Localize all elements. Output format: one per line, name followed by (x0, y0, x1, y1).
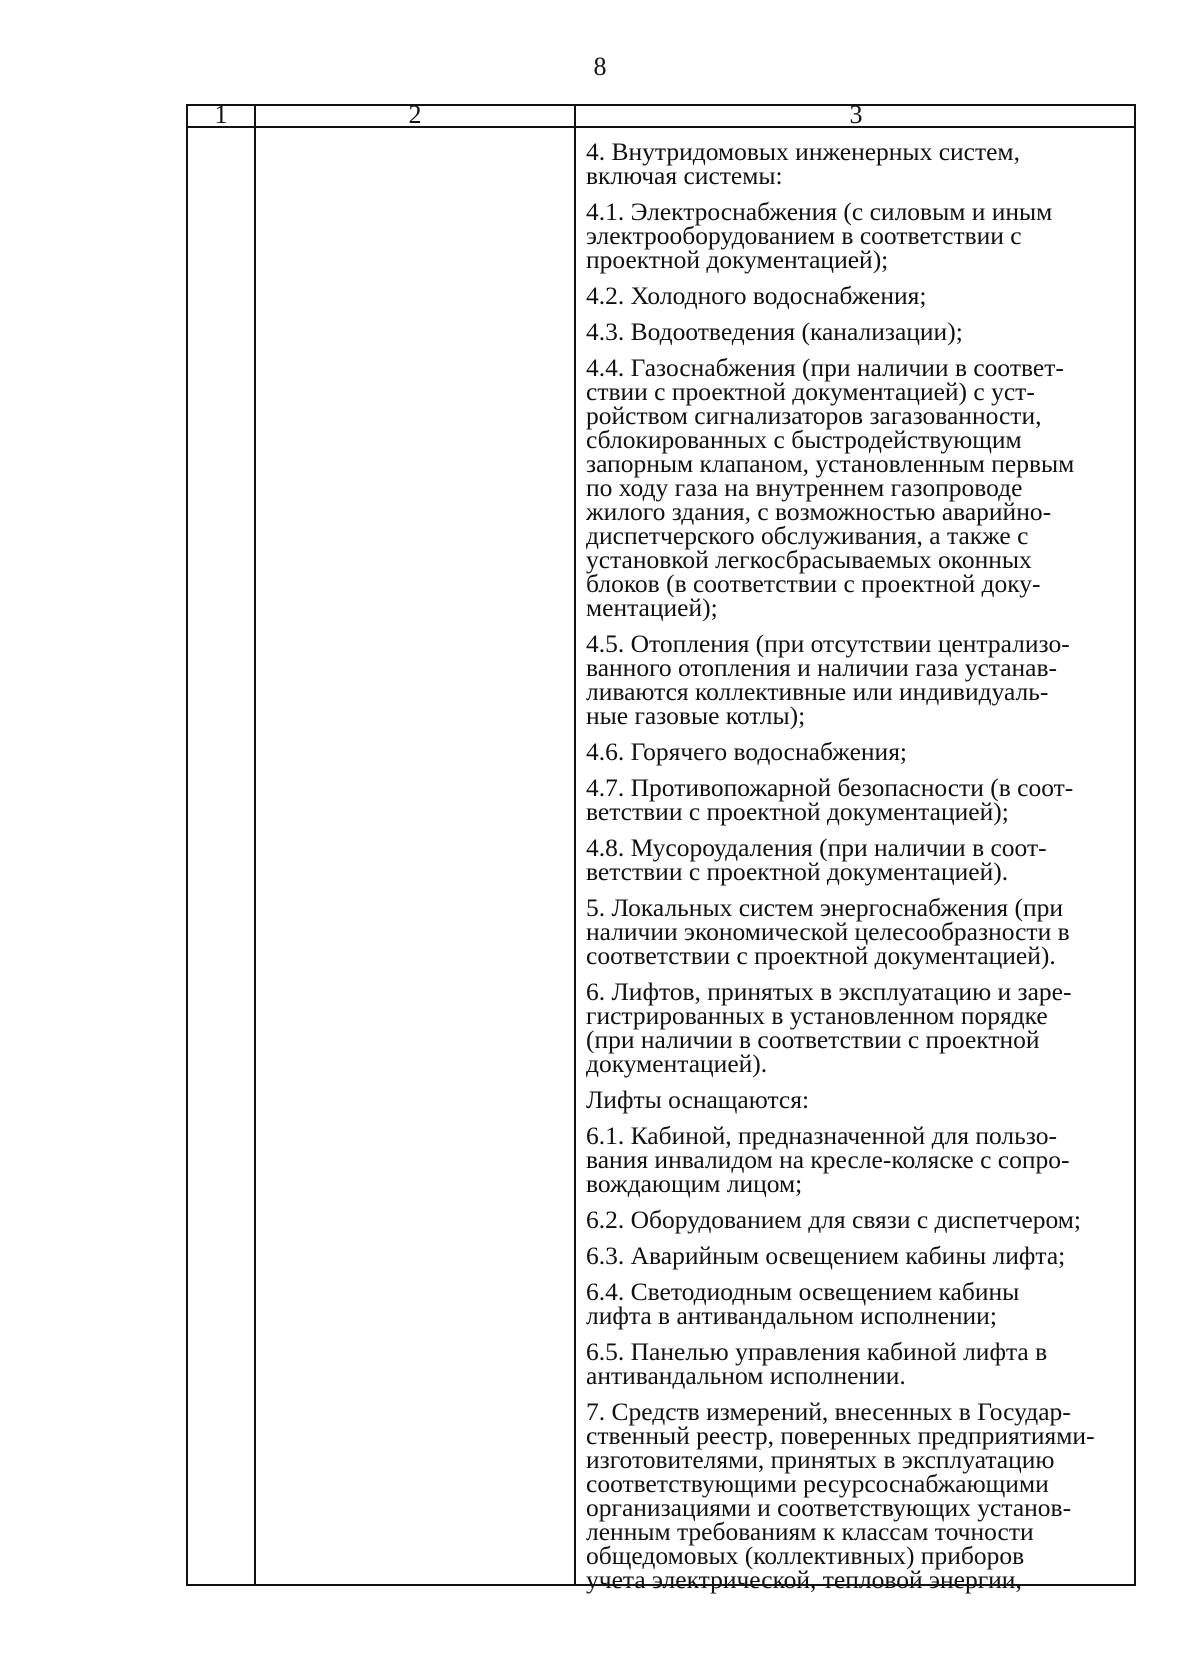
text-paragraph (586, 833, 1132, 886)
text-line: ные газовые котлы); (586, 701, 806, 730)
text-paragraph (586, 1121, 1132, 1198)
text-line: 4.5. Отопления (при отсутствии централизо- (586, 629, 1070, 658)
text-line: установкой легкосбрасываемых оконных (586, 545, 1032, 574)
text-line: организациями и соответствующих установ- (586, 1493, 1072, 1522)
text-line: (при наличии в соответствии с проектной (586, 1025, 1040, 1054)
text-line: ленным требованиям к классам точности (586, 1517, 1034, 1546)
document-table (186, 100, 1136, 1594)
text-line: документацией). (586, 1049, 768, 1078)
text-line: 6.5. Панелью управления кабиной лифта в (586, 1337, 1048, 1366)
text-paragraph (586, 197, 1132, 274)
text-paragraph (586, 281, 1132, 310)
text-line: лифта в антивандальном исполнении; (586, 1301, 997, 1330)
text-line: блоков (в соответствии с проектной доку- (586, 569, 1041, 598)
text-line: изготовителями, принятых в эксплуатацию (586, 1445, 1055, 1474)
text-paragraph (586, 353, 1132, 622)
text-line: ственный реестр, поверенных предприятиями- (586, 1421, 1095, 1450)
text-line: учета электрической, тепловой энергии, (586, 1565, 1022, 1594)
text-line: ливаются коллективные или индивидуаль- (586, 677, 1049, 706)
column-divider-2 (574, 106, 576, 1584)
text-line: 6.4. Светодиодным освещением кабины (586, 1277, 1020, 1306)
header-divider (188, 126, 1134, 128)
text-paragraph (586, 737, 1132, 766)
text-line: ментацией); (586, 593, 718, 622)
text-line: диспетчерского обслуживания, а также с (586, 521, 1029, 550)
text-line: запорным клапаном, установленным первым (586, 449, 1075, 478)
column-header-3: 3 (849, 100, 863, 129)
text-line: ветствии с проектной документацией); (586, 797, 1009, 826)
text-line: Лифты оснащаются: (586, 1085, 810, 1114)
text-line: по ходу газа на внутреннем газопроводе (586, 473, 1023, 502)
text-line: 4.8. Мусороудаления (при наличии в соот- (586, 833, 1047, 862)
text-line: ройством сигнализаторов загазованности, (586, 401, 1042, 430)
text-line: ствии с проектной документацией) с уст- (586, 377, 1035, 406)
text-line: 4.1. Электроснабжения (с силовым и иным (586, 197, 1053, 226)
text-line: ванного отопления и наличии газа устанав- (586, 653, 1058, 682)
text-paragraph (586, 893, 1132, 970)
text-line: 4.7. Противопожарной безопасности (в соот- (586, 773, 1074, 802)
text-paragraph (586, 629, 1132, 730)
text-line: 4.3. Водоотведения (канализации); (586, 317, 963, 346)
column-header-2: 2 (408, 100, 422, 129)
text-line: 7. Средств измерений, внесенных в Государ- (586, 1397, 1071, 1426)
column-header-1: 1 (214, 100, 228, 129)
text-line: жилого здания, с возможностью аварийно- (586, 497, 1052, 526)
text-paragraph (586, 1337, 1132, 1390)
text-line: 6.3. Аварийным освещением кабины лифта; (586, 1241, 1066, 1270)
text-line: наличии экономической целесообразности в (586, 917, 1070, 946)
text-line: 4.6. Горячего водоснабжения; (586, 737, 908, 766)
text-line: 6.1. Кабиной, предназначенной для пользо- (586, 1121, 1057, 1150)
text-line: 4.2. Холодного водоснабжения; (586, 281, 927, 310)
text-paragraph (586, 1205, 1132, 1234)
text-paragraph (586, 1085, 1132, 1114)
text-paragraph (586, 977, 1132, 1078)
text-line: вания инвалидом на кресле-коляске с сопро- (586, 1145, 1070, 1174)
text-line: 6.2. Оборудованием для связи с диспетчером; (586, 1205, 1081, 1234)
text-line: электрооборудованием в соответствии с (586, 221, 1022, 250)
text-paragraph (586, 773, 1132, 826)
text-line: гистрированных в установленном порядке (586, 1001, 1048, 1030)
column-3-content (586, 137, 1132, 1604)
text-paragraph (586, 1277, 1132, 1330)
page-number: 8 (593, 52, 607, 81)
text-line: 4. Внутридомовых инженерных систем, (586, 137, 1020, 166)
text-paragraph (586, 137, 1132, 190)
text-line: общедомовых (коллективных) приборов (586, 1541, 1025, 1570)
text-line: 6. Лифтов, принятых в эксплуатацию и заре- (586, 977, 1072, 1006)
text-paragraph (586, 317, 1132, 346)
text-line: соответствии с проектной документацией). (586, 941, 1056, 970)
text-line: 5. Локальных систем энергоснабжения (при (586, 893, 1063, 922)
text-line: проектной документацией); (586, 245, 889, 274)
text-paragraph (586, 1397, 1132, 1594)
column-divider-1 (254, 106, 256, 1584)
text-line: антивандальном исполнении. (586, 1361, 906, 1390)
text-line: 4.4. Газоснабжения (при наличии в соответ- (586, 353, 1064, 382)
text-line: вождающим лицом; (586, 1169, 803, 1198)
text-paragraph (586, 1241, 1132, 1270)
text-line: соответствующими ресурсоснабжающими (586, 1469, 1049, 1498)
text-line: ветствии с проектной документацией). (586, 857, 1009, 886)
text-line: сблокированных с быстродействующим (586, 425, 1022, 454)
text-line: включая системы: (586, 161, 783, 190)
